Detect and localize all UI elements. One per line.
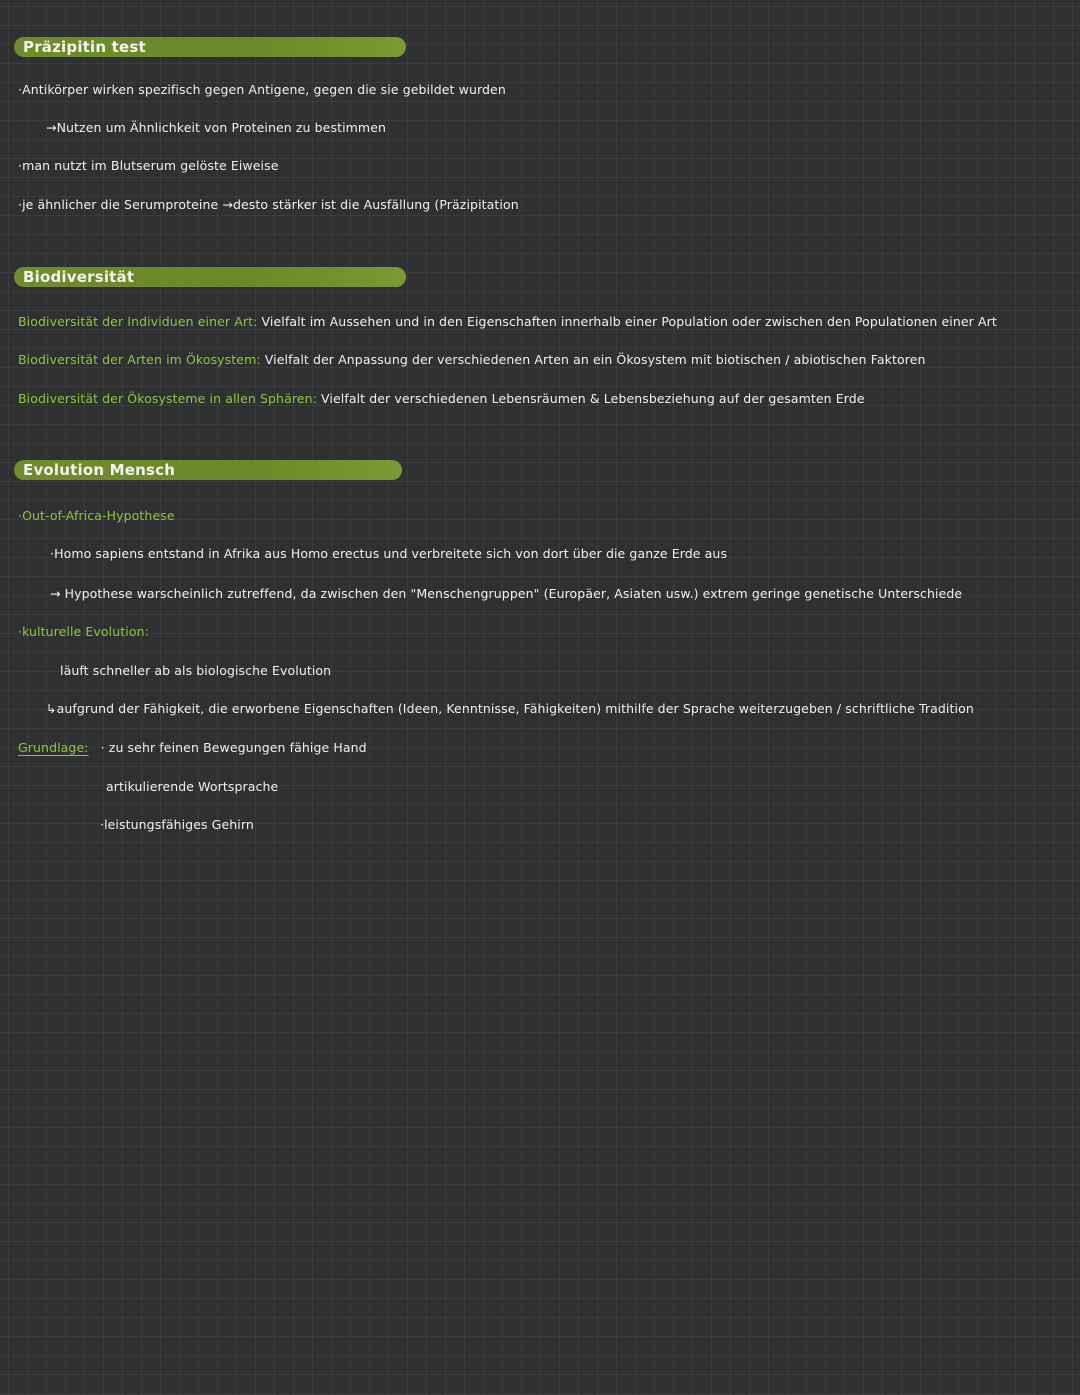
praezipitin-line-2: →Nutzen um Ähnlichkeit von Proteinen zu bestimmen: [46, 120, 387, 135]
heading-evolution-title: Evolution Mensch: [23, 461, 176, 479]
biodiversitaet-text-3: Vielfalt der verschiedenen Lebensräumen & Lebensbeziehung auf der gesamten Erde: [321, 391, 865, 406]
heading-evolution: [14, 460, 402, 480]
heading-praezipitin: [14, 37, 406, 57]
kulturelle-evolution-line-2: ↳aufgrund der Fähigkeit, die erworbene Eigenschaften (Ideen, Kenntnisse, Fähigkeiten) mithilfe der Sprache weiterzugeben / schriftliche Tradition: [46, 701, 974, 716]
praezipitin-line-1: ·Antikörper wirken spezifisch gegen Antigene, gegen die sie gebildet wurden: [18, 82, 506, 97]
biodiversitaet-term-3: Biodiversität der Ökosysteme in allen Sphären:: [18, 391, 317, 406]
heading-biodiversitaet-title: Biodiversität: [23, 268, 135, 286]
heading-praezipitin-title: Präzipitin test: [23, 38, 146, 56]
biodiversitaet-text-2: Vielfalt der Anpassung der verschiedenen Arten an ein Ökosystem mit biotischen / abiotischen Faktoren: [264, 352, 926, 367]
biodiversitaet-row-3: [18, 391, 865, 406]
biodiversitaet-term-2: Biodiversität der Arten im Ökosystem:: [18, 352, 261, 367]
kulturelle-evolution-label: ·kulturelle Evolution:: [18, 624, 149, 639]
out-of-africa-label: ·Out-of-Africa-Hypothese: [18, 508, 175, 523]
out-of-africa-line-2: → Hypothese warscheinlich zutreffend, da zwischen den "Menschengruppen" (Europäer, Asiaten usw.) extrem geringe genetische Unterschiede: [50, 586, 963, 601]
grundlage-item-3: ·leistungsfähiges Gehirn: [100, 817, 254, 832]
praezipitin-line-4: ·je ähnlicher die Serumproteine →desto stärker ist die Ausfällung (Präzipitation: [18, 197, 519, 212]
kulturelle-evolution-line-1: läuft schneller ab als biologische Evolution: [60, 663, 332, 678]
grundlage-label: Grundlage:: [18, 740, 89, 755]
out-of-africa-line-1: ·Homo sapiens entstand in Afrika aus Homo erectus und verbreitete sich von dort über die ganze Erde aus: [50, 546, 728, 561]
grundlage-row: [18, 740, 367, 755]
biodiversitaet-text-1: Vielfalt im Aussehen und in den Eigenschaften innerhalb einer Population oder zwischen den Populationen einer Art: [261, 314, 997, 329]
praezipitin-line-3: ·man nutzt im Blutserum gelöste Eiweise: [18, 158, 279, 173]
grundlage-item-1: · zu sehr feinen Bewegungen fähige Hand: [100, 740, 367, 755]
grundlage-item-2: artikulierende Wortsprache: [106, 779, 279, 794]
heading-biodiversitaet: [14, 267, 406, 287]
biodiversitaet-row-2: [18, 352, 926, 367]
biodiversitaet-term-1: Biodiversität der Individuen einer Art:: [18, 314, 258, 329]
biodiversitaet-row-1: [18, 314, 997, 329]
